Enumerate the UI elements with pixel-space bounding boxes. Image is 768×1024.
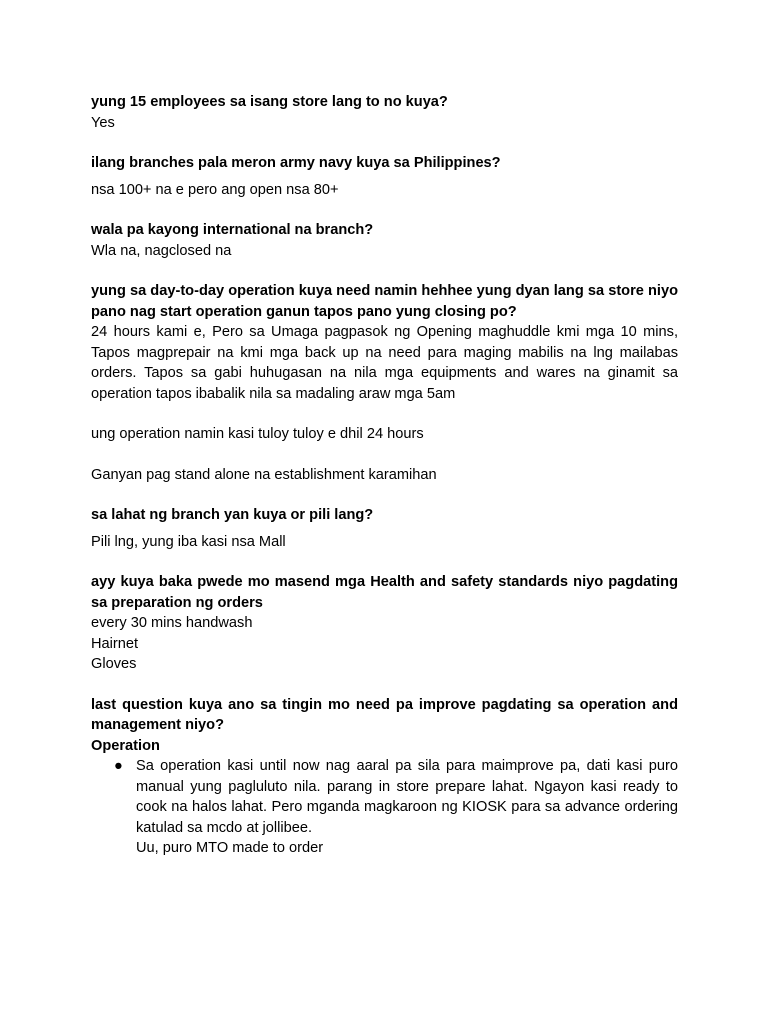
answer-1: Yes: [91, 114, 115, 131]
question-1: yung 15 employees sa isang store lang to no kuya?: [91, 94, 448, 110]
spacer: [91, 200, 678, 220]
answer-4-continued: ung operation namin kasi tuloy tuloy e dhil 24 hours: [91, 426, 424, 442]
answer-3: Wla na, nagclosed na: [91, 242, 232, 259]
answer-4: 24 hours kami e, Pero sa Umaga pagpasok ng Opening maghuddle kmi mga 10 mins, Tapos magprepair na kmi mga back up na need para maging mabilis na lng mailabas orders. Tapos sa gabi huhugasan na nila mga equipments and wares na ginamit sa operation tapos ibabalik nila sa madaling araw mga 5am: [91, 324, 678, 402]
answer-7-bullet-extra: Uu, puro MTO made to order: [136, 840, 324, 856]
question-2: ilang branches pala meron army navy kuya sa Philippines?: [91, 155, 501, 171]
answer-4-note: Ganyan pag stand alone na establishment karamihan: [91, 466, 437, 483]
answer-7-list: [91, 756, 678, 859]
bullet-icon: ●: [114, 758, 123, 774]
answer-2: nsa 100+ na e pero ang open nsa 80+: [91, 181, 339, 198]
answer-6-line-2: Hairnet: [91, 635, 139, 652]
answer-5: Pili lng, yung iba kasi nsa Mall: [91, 533, 286, 550]
answer-6-line-3: Gloves: [91, 656, 137, 672]
question-4: yung sa day-to-day operation kuya need namin hehhee yung dyan lang sa store niyo pano nag start operation ganun tapos pano yung closing po?: [91, 283, 678, 320]
question-3: wala pa kayong international na branch?: [91, 222, 374, 238]
question-6: ayy kuya baka pwede mo masend mga Health and safety standards niyo pagdating sa preparation ng orders: [91, 574, 678, 611]
spacer: [91, 261, 678, 281]
spacer: [91, 552, 678, 572]
answer-7-heading: Operation: [91, 737, 160, 754]
spacer: [91, 675, 678, 695]
spacer: [91, 445, 678, 465]
spacer: [91, 404, 678, 424]
spacer: [91, 133, 678, 153]
spacer: [91, 485, 678, 505]
answer-7-bullet-text: Sa operation kasi until now nag aaral pa sila para maimprove pa, dati kasi puro manual yung pagluluto nila. parang in store prepare lahat. Ngayon kasi ready to cook na halos lahat. Pero mganda magkaroon ng KIOSK para sa advance ordering katulad sa mcdo at jollibee.: [136, 758, 678, 836]
question-7: last question kuya ano sa tingin mo need pa improve pagdating sa operation and management niyo?: [91, 696, 678, 733]
question-5: sa lahat ng branch yan kuya or pili lang?: [91, 507, 374, 523]
list-item: [91, 756, 678, 859]
document-page: [91, 92, 678, 859]
answer-6-line-1: every 30 mins handwash: [91, 615, 253, 631]
